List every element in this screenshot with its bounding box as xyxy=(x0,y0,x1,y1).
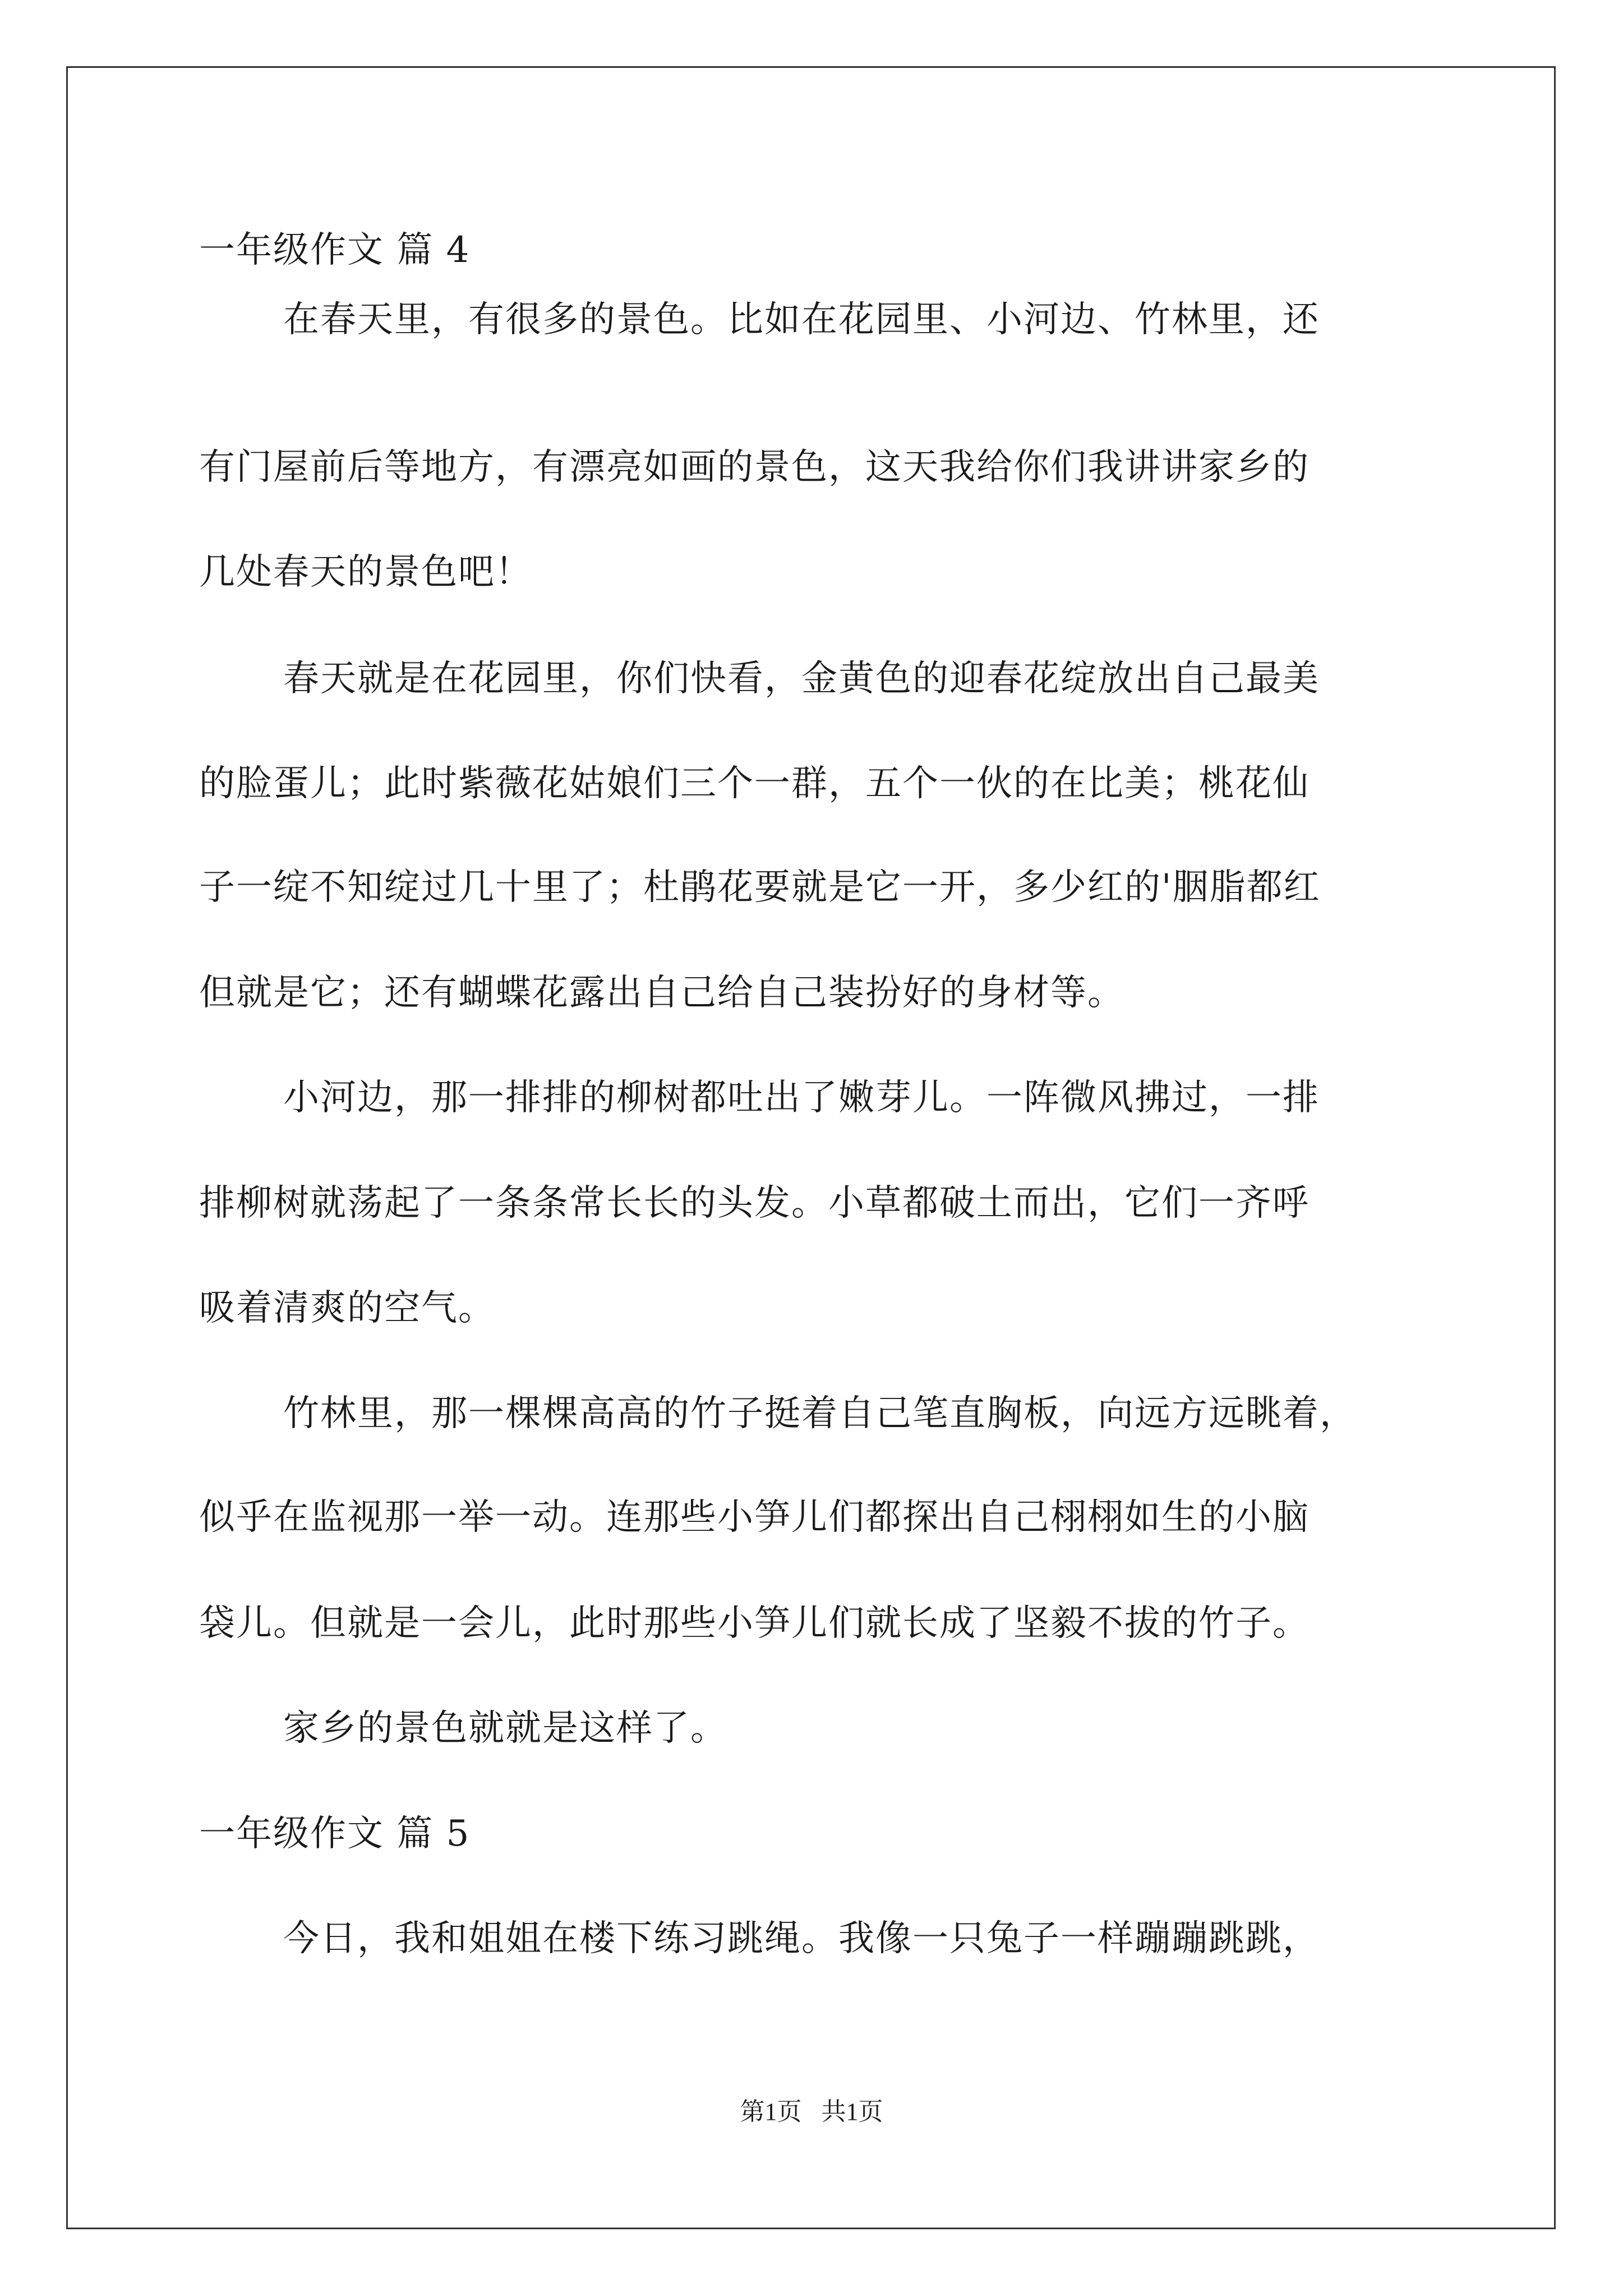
page-footer xyxy=(0,2095,1623,2129)
paragraph-line: 在春天里，有很多的景色。比如在花园里、小河边、竹林里，还 xyxy=(283,299,1320,341)
paragraph-line: 子一绽不知绽过几十里了；杜鹃花要就是它一开，多少红的'胭脂都红 xyxy=(199,867,1321,908)
page-border xyxy=(66,66,1556,2229)
paragraph-line: 吸着清爽的空气。 xyxy=(199,1287,495,1329)
paragraph-line: 几处春天的景色吧！ xyxy=(199,551,532,593)
paragraph-line: 似乎在监视那一举一动。连那些小笋儿们都探出自己栩栩如生的小脑 xyxy=(199,1497,1310,1538)
paragraph-line: 竹林里，那一棵棵高高的竹子挺着自己笔直胸板，向远方远眺着， xyxy=(283,1393,1357,1434)
paragraph-line: 袋儿。但就是一会儿，此时那些小笋儿们就长成了坚毅不拔的竹子。 xyxy=(199,1603,1310,1644)
paragraph-line: 家乡的景色就就是这样了。 xyxy=(283,1708,727,1749)
paragraph-line: 但就是它；还有蝴蝶花露出自己给自己装扮好的身材等。 xyxy=(199,972,1124,1014)
section-heading: 一年级作文 篇 4 xyxy=(199,229,471,271)
page-number: 第1页 xyxy=(740,2098,802,2125)
paragraph-line: 排柳树就荡起了一条条常长长的头发。小草都破土而出，它们一齐呼 xyxy=(199,1182,1310,1224)
section-heading: 一年级作文 篇 5 xyxy=(199,1813,471,1855)
paragraph-line: 有门屋前后等地方，有漂亮如画的景色，这天我给你们我讲讲家乡的 xyxy=(199,447,1310,488)
paragraph-line: 的脸蛋儿；此时紫薇花姑娘们三个一群，五个一伙的在比美；桃花仙 xyxy=(199,763,1310,804)
paragraph-line: 今日，我和姐姐在楼下练习跳绳。我像一只兔子一样蹦蹦跳跳， xyxy=(283,1918,1320,1959)
paragraph-line: 春天就是在花园里，你们快看，金黄色的迎春花绽放出自己最美 xyxy=(283,658,1320,700)
paragraph-line: 小河边，那一排排的柳树都吐出了嫩芽儿。一阵微风拂过，一排 xyxy=(283,1077,1320,1119)
page-total: 共1页 xyxy=(821,2098,883,2125)
